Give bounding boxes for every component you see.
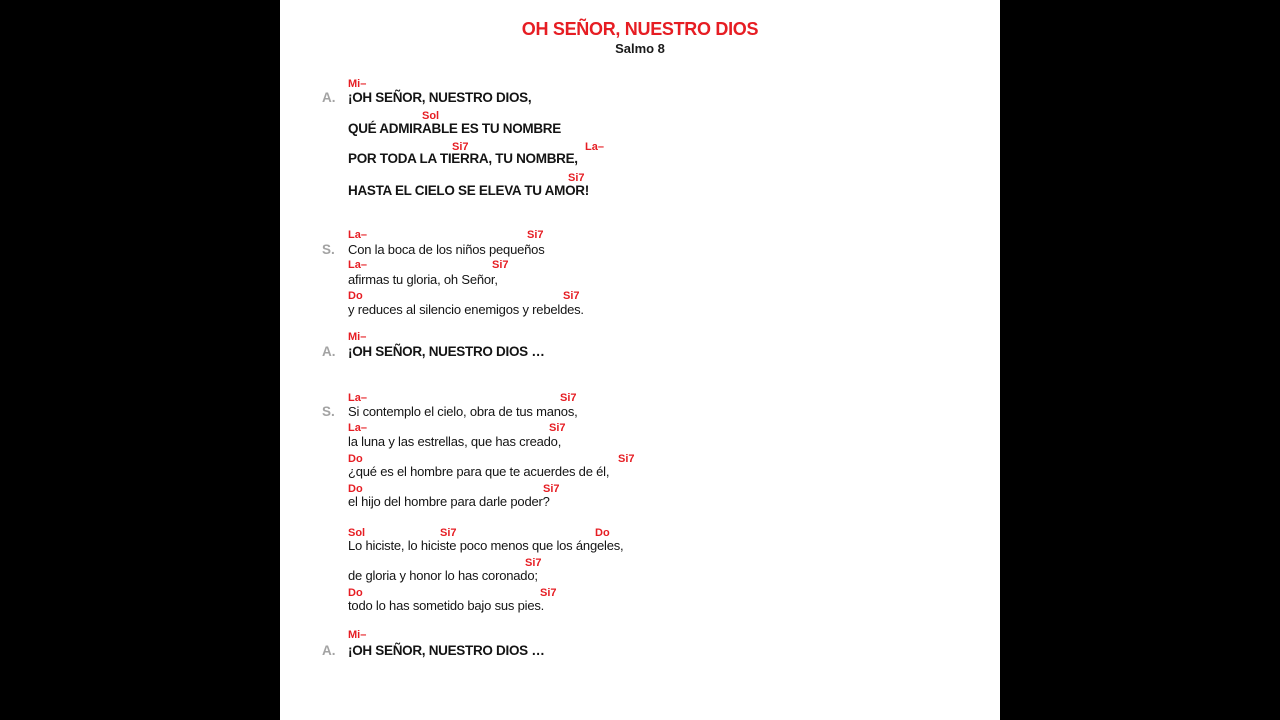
lyric-row — [280, 405, 1000, 421]
lyric-line: QUÉ ADMIRABLE ES TU NOMBRE — [348, 121, 561, 136]
chord: Mi– — [348, 78, 367, 90]
lyric-line: Con la boca de los niños pequeños — [348, 242, 545, 257]
lyric-row — [280, 569, 1000, 585]
lyric-row — [280, 184, 1000, 200]
chord: Do — [348, 483, 363, 495]
lyric-line: y reduces al silencio enemigos y rebeldes. — [348, 302, 584, 317]
chord: La– — [348, 422, 367, 434]
chord: Mi– — [348, 331, 367, 343]
song-title: OH SEÑOR, NUESTRO DIOS — [521, 19, 759, 39]
lyric-row — [280, 599, 1000, 615]
lyric-line: POR TODA LA TIERRA, TU NOMBRE, — [348, 151, 578, 166]
lyric-line: afirmas tu gloria, oh Señor, — [348, 272, 498, 287]
lyric-line: todo lo has sometido bajo sus pies. — [348, 598, 545, 613]
lyric-row — [280, 539, 1000, 555]
lyric-line: HASTA EL CIELO SE ELEVA TU AMOR! — [348, 183, 589, 198]
lyric-row — [280, 303, 1000, 319]
chord: Si7 — [527, 229, 544, 241]
song-sheet — [280, 0, 1000, 720]
chord: Do — [348, 587, 363, 599]
part-label: A. — [322, 90, 336, 105]
chord: La– — [585, 141, 604, 153]
chord: Sol — [422, 110, 440, 122]
part-label: A. — [322, 344, 336, 359]
lyric-row — [280, 465, 1000, 481]
chord: Do — [348, 290, 363, 302]
lyric-row — [280, 495, 1000, 511]
chord: Si7 — [563, 290, 580, 302]
part-label: S. — [322, 404, 335, 419]
lyric-row — [280, 273, 1000, 289]
lyric-line: ¡OH SEÑOR, NUESTRO DIOS, — [348, 90, 532, 105]
lyric-row — [280, 91, 1000, 107]
chord: Si7 — [440, 527, 457, 539]
lyric-row — [280, 345, 1000, 361]
chord: Si7 — [525, 557, 542, 569]
chord: Sol — [348, 527, 366, 539]
lyric-row — [280, 122, 1000, 138]
chord: Si7 — [492, 259, 509, 271]
chord: La– — [348, 259, 367, 271]
lyric-line: de gloria y honor lo has coronado; — [348, 568, 538, 583]
chord: Si7 — [618, 453, 635, 465]
part-label: S. — [322, 242, 335, 257]
chord: La– — [348, 392, 367, 404]
lyric-row — [280, 152, 1000, 168]
chord: La– — [348, 229, 367, 241]
chord: Si7 — [452, 141, 469, 153]
chord: Mi– — [348, 629, 367, 641]
lyric-line: Si contemplo el cielo, obra de tus manos, — [348, 404, 578, 419]
lyric-line: ¡OH SEÑOR, NUESTRO DIOS … — [348, 344, 545, 359]
song-subtitle: Salmo 8 — [615, 41, 665, 56]
lyric-row — [280, 644, 1000, 660]
chord: Si7 — [560, 392, 577, 404]
lyric-row — [280, 243, 1000, 259]
chord: Si7 — [549, 422, 566, 434]
lyric-line: ¿qué es el hombre para que te acuerdes de él, — [348, 464, 610, 479]
lyric-line: el hijo del hombre para darle poder? — [348, 494, 550, 509]
chord: Do — [595, 527, 610, 539]
chord: Si7 — [568, 172, 585, 184]
lyric-row — [280, 435, 1000, 451]
chord: Do — [348, 453, 363, 465]
lyric-line: Lo hiciste, lo hiciste poco menos que los ángeles, — [348, 538, 624, 553]
lyric-line: ¡OH SEÑOR, NUESTRO DIOS … — [348, 643, 545, 658]
chord: Si7 — [543, 483, 560, 495]
right-letterbox-bar — [1000, 0, 1280, 720]
chord: Si7 — [540, 587, 557, 599]
lyric-line: la luna y las estrellas, que has creado, — [348, 434, 562, 449]
part-label: A. — [322, 643, 336, 658]
left-letterbox-bar — [0, 0, 280, 720]
